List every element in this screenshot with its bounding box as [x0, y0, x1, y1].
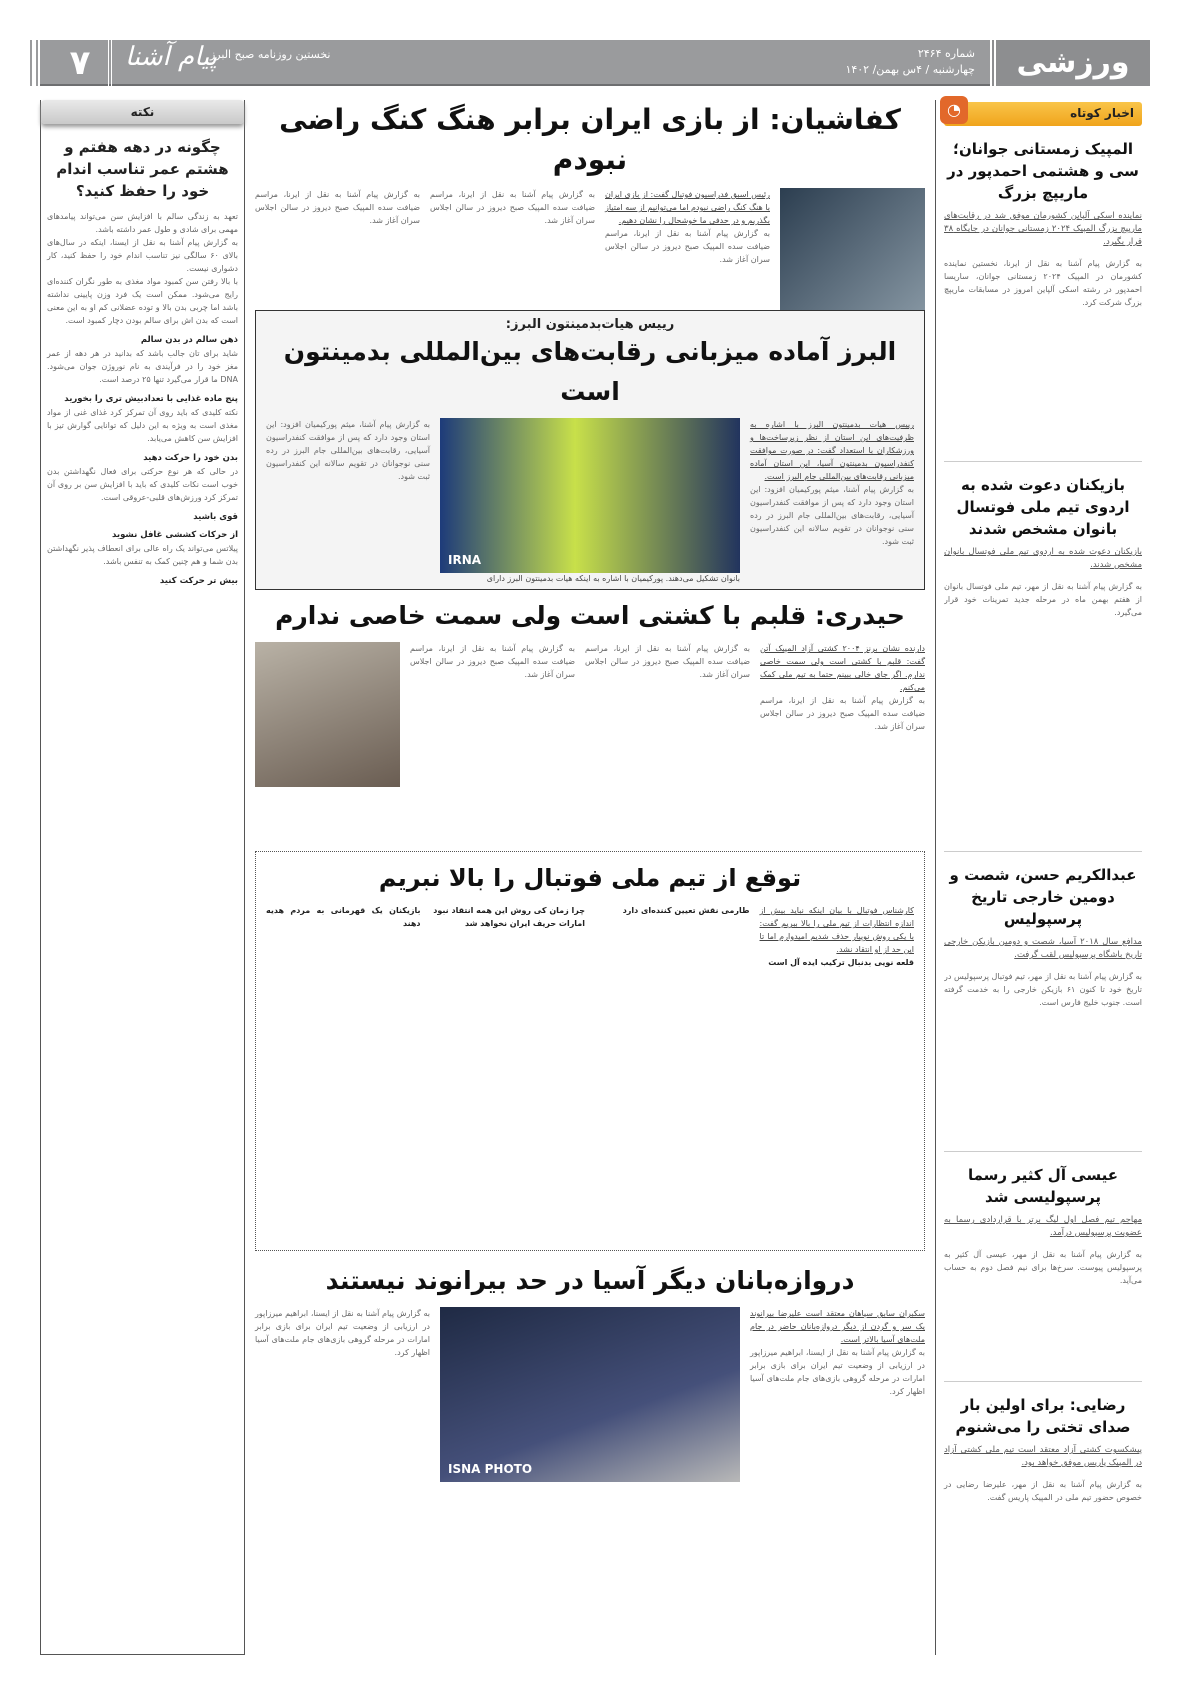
- brief-body: به گزارش پیام آشنا به نقل از مهر، تیم ملی فوتسال بانوان از هفتم بهمن ماه در مرحله جدید تمرینات خود قرار می‌گیرد.: [944, 582, 1142, 617]
- brief-item: [944, 1151, 1142, 1381]
- article-subhead: طارمی نقش تعیین کننده‌ای دارد: [622, 906, 750, 915]
- article-badminton: [255, 310, 925, 590]
- short-news-label: اخبار کوتاه: [1070, 106, 1134, 120]
- article-body: به گزارش پیام آشنا، میثم پورکیمیان افزود: این استان وجود دارد که پس از موافقت کنفدراسیون آسیایی، رقابت‌های بین‌المللی جام البرز در رده سنی نوجوانان در تقویم سالانه این کنفدراسیون ثبت شود.: [750, 485, 914, 546]
- article-lead: کارشناس فوتبال با بیان اینکه نباید بیش از اندازه انتظارات از تیم ملی را بالا ببریم گفت: با یکی روش نوپیار حذف شدیم امیدوارم اما تا این حد از او انتقاد نشد.: [759, 906, 914, 954]
- tip-title: چگونه در دهه هفتم و هشتم عمر تناسب اندام خود را حفظ کنید؟: [56, 138, 229, 200]
- photo-credit: IRNA: [448, 553, 482, 567]
- brief-title: عبدالکریم حسن، شصت و دومین خارجی تاریخ پرسپولیس: [949, 866, 1137, 928]
- headline: توقع از تیم ملی فوتبال را بالا نبریم: [378, 864, 802, 892]
- article-body: به گزارش پیام آشنا به نقل از ایرنا، مراسم ضیافت سده المپیک صبح دیروز در سالن اجلاس سران آغاز شد.: [255, 190, 420, 225]
- tip-paragraph: به گزارش پیام آشنا به نقل از ایسنا، اینکه در سال‌های بالای ۶۰ سالگی نیز تناسب اندام خود را حفظ کنید، کار دشواری نیست.: [47, 238, 239, 273]
- article-photo: [255, 642, 400, 787]
- main-content: [255, 100, 925, 1482]
- tip-paragraph: پیلاتس می‌تواند یک راه عالی برای انعطاف پذیر نگهداشتن بدن شما و هم چنین کمک به تنفس باشد.: [47, 544, 238, 566]
- article-body: به گزارش پیام آشنا به نقل از ایرنا، مراسم ضیافت سده المپیک صبح دیروز در سالن اجلاس سران آغاز شد.: [585, 644, 750, 679]
- brief-lead: پیشکسوت کشتی آزاد معتقد است تیم ملی کشتی آزاد در المپیک پاریس موفق خواهد بود.: [944, 1445, 1142, 1468]
- headline: دروازه‌بانان دیگر آسیا در حد بیرانوند نیستند: [325, 1266, 855, 1295]
- article-subhead: بازیکنان یک قهرمانی به مردم هدیه دهند: [266, 906, 421, 928]
- newspaper-logo: پیام آشنا: [125, 42, 218, 72]
- brief-body: به گزارش پیام آشنا به نقل از مهر، علیرضا رضایی در خصوص حضور تیم ملی در المپیک پاریس گفت.: [944, 1480, 1142, 1502]
- tip-paragraph: تعهد به زندگی سالم با افزایش سن می‌تواند پیامدهای مهمی برای شادی و طول عمر داشته باشد.: [47, 212, 238, 234]
- article-subhead: قلعه نویی بدنبال ترکیب ایده آل است: [768, 958, 914, 967]
- headline: کفاشیان: از بازی ایران برابر هنگ کنگ راضی نبودم: [279, 103, 901, 176]
- article-subhead: امارات حریف ایران نخواهد شد: [465, 919, 585, 928]
- article-lead: رییس هیات بدمینتون البرز با اشاره به ظرفیت‌های این استان از نظر زیرساخت‌ها و ورزشکاران با استعداد گفت: در صورت موافقت کنفدراسیون بدمینتون آسیا، این استان آماده میزبانی رقابت‌های بین‌المللی جام البرز است.: [750, 420, 914, 481]
- article-body: به گزارش پیام آشنا به نقل از ایرنا، مراسم ضیافت سده المپیک صبح دیروز در سالن اجلاس سران آغاز شد.: [410, 644, 575, 679]
- brief-item: [944, 1381, 1142, 1504]
- masthead-bars: [30, 40, 38, 86]
- page-number: ۷: [52, 40, 112, 86]
- tip-subhead: بدن خود را حرکت دهید: [143, 453, 238, 463]
- article-photo: [440, 1307, 740, 1482]
- brief-lead: بازیکنان دعوت شده به اردوی تیم ملی فوتسال بانوان مشخص شدند.: [944, 547, 1142, 570]
- tip-paragraph: شاید برای تان جالب باشد که بدانید در هر دهه از عمر مغز خود را در فرآیندی به نام نوروژن جوان می‌شود. DNA ما قرار می‌گیرد تنها ۲۵ درصد است.: [47, 349, 238, 384]
- tip-subhead: ذهن سالم در بدن سالم: [140, 335, 238, 345]
- article-photo: [780, 188, 925, 328]
- article-lead: سکبران سابق سپاهان معتقد است علیرضا بیرانوند یک سر و گردن از دیگر دروازه‌بانان حاضر در جام ملت‌های آسیا بالاتر است.: [750, 1309, 925, 1344]
- issue-info: [845, 46, 975, 78]
- brief-item: [944, 126, 1142, 461]
- brief-body: به گزارش پیام آشنا به نقل از مهر، تیم فوتبال پرسپولیس در تاریخ خود تا کنون ۶۱ بازیکن خارجی را به خدمت گرفته است. جنوب خلیج فارس است.: [944, 972, 1142, 1007]
- tip-paragraph: با بالا رفتن سن کمبود مواد مغذی به طور نگران کننده‌ای رایج می‌شود. ممکن است یک فرد وزن پایینی نداشته باشد اما چربی بدن بالا و توده عضلانی کم او به این معنی است که بدن اش برای سالم بودن دچار کمبود است.: [47, 277, 238, 325]
- article-body: به گزارش پیام آشنا به نقل از ایرنا، مراسم ضیافت سده المپیک صبح دیروز در سالن اجلاس سران آغاز شد.: [760, 696, 925, 731]
- brief-item: [944, 461, 1142, 851]
- rss-icon: ◔: [940, 96, 968, 124]
- article-subhead: چرا زمان کی روش این همه انتقاد نبود: [433, 906, 585, 915]
- brief-body: به گزارش پیام آشنا به نقل از ایرنا، نخستین نماینده کشورمان در المپیک ۲۰۲۴ زمستانی جوانان، ساریسا احمدپور در رشته اسکی آلپاین امروز در مسابقات ماریپچ بزرگ شرکت کرد.: [944, 259, 1142, 307]
- brief-item: [944, 851, 1142, 1151]
- tip-subhead: بیش تر حرکت کنید: [159, 576, 238, 586]
- brief-title: المپیک زمستانی جوانان؛ سی و هشتمی احمدپور در ماریپچ بزرگ: [947, 140, 1139, 202]
- photo-credit: ISNA PHOTO: [448, 1462, 533, 1476]
- article-beiranvand: [255, 1261, 925, 1482]
- brief-title: رضایی: برای اولین بار صدای تختی را می‌شنوم: [955, 1396, 1131, 1436]
- brief-body: به گزارش پیام آشنا به نقل از مهر، عیسی آل کثیر به پرسپولیس پیوست. سرخ‌ها برای نیم فصل دوم به حساب می‌آید.: [944, 1250, 1142, 1285]
- issue-date: چهارشنبه / ۴س بهمن/ ۱۴۰۲: [845, 63, 975, 76]
- section-title: ورزشی: [990, 40, 1150, 86]
- article-body: به گزارش پیام آشنا به نقل از ایرنا، مراسم ضیافت سده المپیک صبح دیروز در سالن اجلاس سران آغاز شد.: [605, 229, 770, 264]
- brief-lead: مهاجم تیم فصل اول لیگ برتر با قراردادی رسما به عضویت پرسپولیس درآمد.: [944, 1215, 1142, 1238]
- brief-lead: مدافع سال ۲۰۱۸ آسیا، شصت و دومین بازیکن خارجی تاریخ باشگاه پرسپولیس لقب گرفت.: [944, 937, 1142, 960]
- article-kafashian: [255, 100, 925, 305]
- tip-subhead: پنج ماده غذایی با تعدادبیش تری را بخورید: [64, 394, 238, 404]
- tip-subhead: قوی باشید: [193, 512, 238, 522]
- masthead: [40, 40, 1150, 86]
- article-body: به گزارش پیام آشنا به نقل از ایرنا، مراسم ضیافت سده المپیک صبح دیروز در سالن اجلاس سران آغاز شد.: [430, 190, 595, 225]
- photo-caption: بانوان تشکیل می‌دهند. پورکیمیان با اشاره به اینکه هیات بدمینتون البرز دارای: [486, 574, 740, 583]
- tip-paragraph: نکته کلیدی که باید روی آن تمرکز کرد غذای غنی از مواد مغذی است به ویژه به این دلیل که توانایی گوارش تیز با افزایش سن کاهش می‌یابد.: [47, 408, 238, 443]
- issue-number: شماره ۲۴۶۴: [917, 47, 975, 60]
- brief-title: عیسی آل کثیر رسما پرسپولیسی شد: [967, 1166, 1118, 1206]
- tip-subhead: از حرکات کششی غافل نشوید: [112, 530, 238, 540]
- tip-bar: نکته: [41, 100, 244, 124]
- article-lead: دارنده نشان برنز ۲۰۰۴ کشتی آزاد المپیک آتن گفت: قلبم با کشتی است ولی سمت خاصی ندارم. اگر جای خالی ببینم حتما به تیم ملی کمک می‌کنم.: [760, 644, 925, 692]
- article-body: به گزارش پیام آشنا به نقل از ایسنا، ابراهیم میرزاپور در ارزیابی از وضعیت تیم ایران برای بازی برابر امارات در مرحله گروهی بازی‌های جام ملت‌های آسیا اظهار کرد.: [750, 1348, 925, 1396]
- article-body: به گزارش پیام آشنا به نقل از ایسنا، ابراهیم میرزاپور در ارزیابی از وضعیت تیم ایران برای بازی برابر امارات در مرحله گروهی بازی‌های جام ملت‌های آسیا اظهار کرد.: [255, 1309, 430, 1357]
- kicker: رییس هیات‌بدمینتون البرز:: [505, 317, 675, 332]
- article-heidari: [255, 596, 925, 851]
- short-news-column: [935, 100, 1150, 1655]
- short-news-bar: [944, 102, 1142, 126]
- brief-title: بازیکنان دعوت شده به اردوی تیم ملی فوتسال بانوان مشخص شدند: [956, 476, 1130, 538]
- brief-lead: نماینده اسکی آلپاین کشورمان موفق شد در رقابت‌های ماریپچ بزرگ المپیک ۲۰۲۴ زمستانی جوانان در جایگاه ۳۸ قرار بگیرد.: [944, 211, 1142, 247]
- tagline: نخستین روزنامه صبح البرز: [210, 48, 331, 61]
- tip-paragraph: در حالی که هر نوع حرکتی برای فعال نگهداشتن بدن خوب است نکات کلیدی که باید با افزایش سن بر روی آن تمرکز کرد ورزش‌های قلبی-عروقی است.: [47, 467, 238, 502]
- article-national-team: [255, 851, 925, 1251]
- tip-column: [40, 100, 245, 1655]
- article-photo: [440, 418, 740, 573]
- headline: حیدری: قلبم با کشتی است ولی سمت خاصی ندارم: [275, 601, 905, 630]
- headline: البرز آماده میزبانی رقابت‌های بین‌المللی بدمینتون است: [283, 337, 897, 406]
- article-lead: رئیس اسبق فدراسیون فوتبال گفت: از بازی ایران با هنگ کنگ راضی نبودم اما می‌توانیم از سه امتیاز بگذریم و در حدفی ما خوشحال را نشان دهیم.: [605, 190, 770, 225]
- article-body: به گزارش پیام آشنا، میثم پورکیمیان افزود: این استان وجود دارد که پس از موافقت کنفدراسیون آسیایی، رقابت‌های بین‌المللی جام البرز در رده سنی نوجوانان در تقویم سالانه این کنفدراسیون ثبت شود.: [266, 420, 430, 481]
